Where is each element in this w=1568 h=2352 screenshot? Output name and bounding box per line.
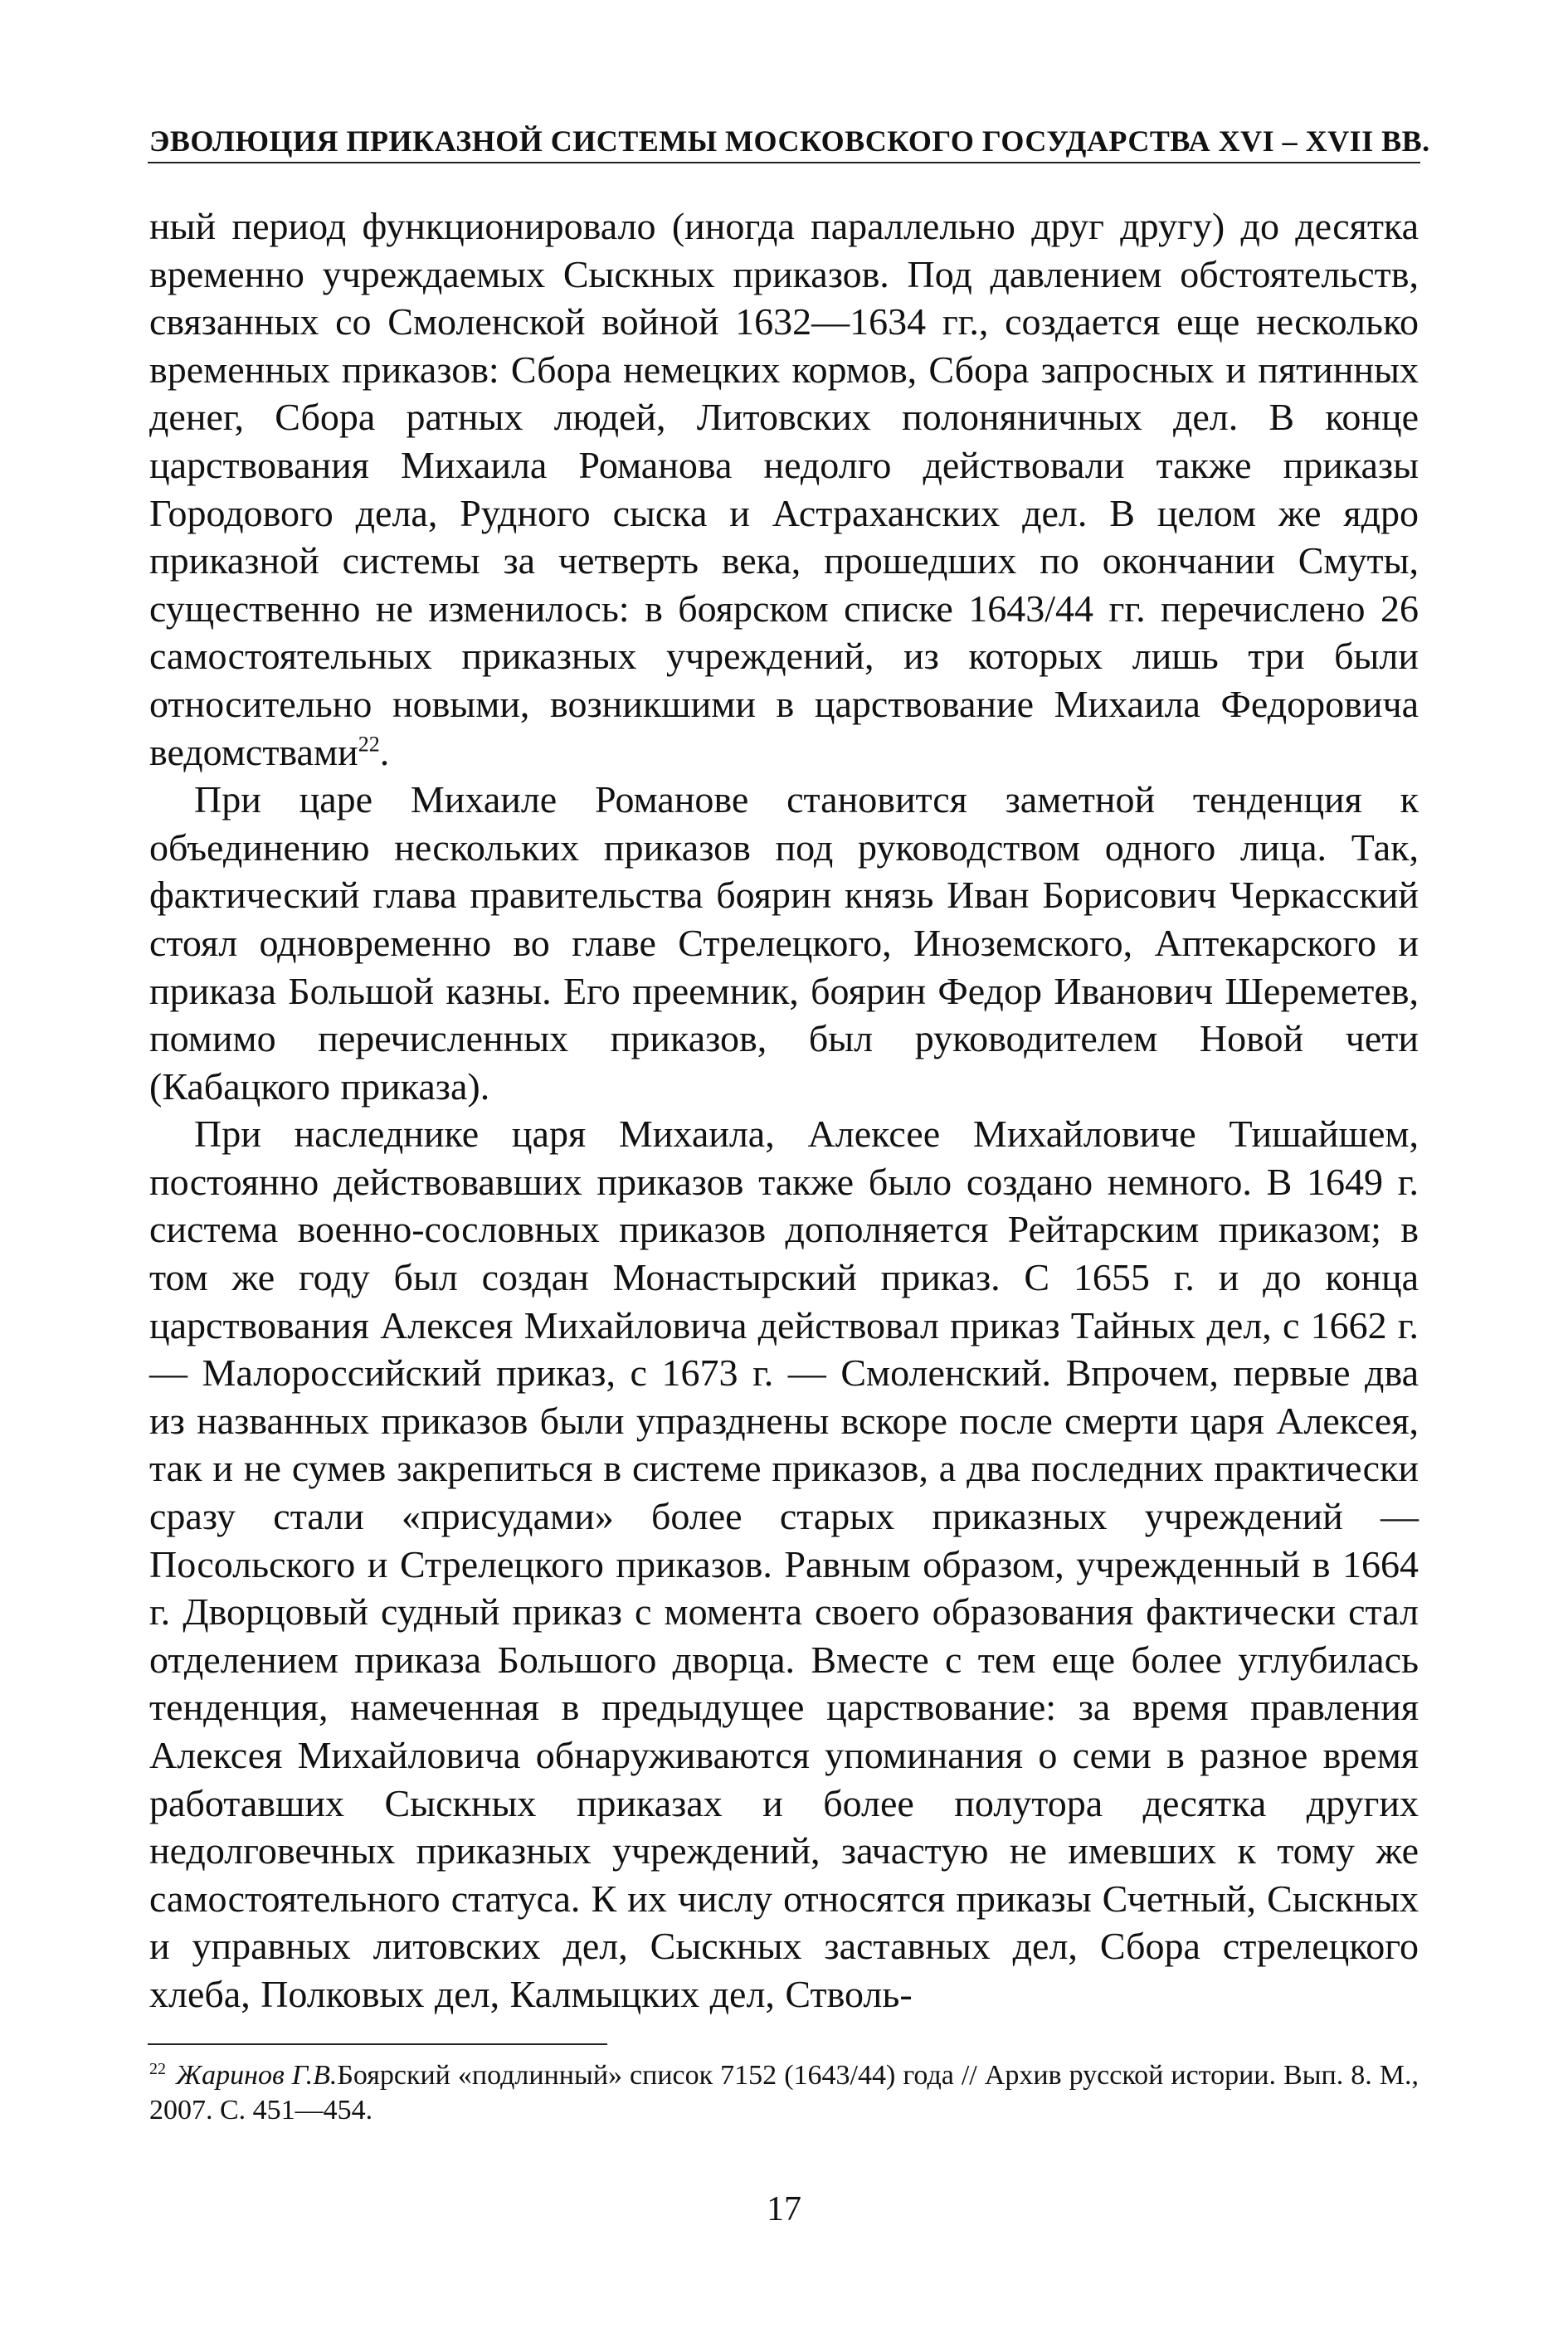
paragraph-3: При наследнике царя Михаила, Алексее Михайловиче Тишайшем, постоянно действовавших приказов также было создано немного. В 1649 г. система военно-сословных приказов дополняется Рейтарским приказом; в том же году был создан Монастырский приказ. С 1655 г. и до конца царствования Алексея Михайловича действовал приказ Тайных дел, с 1662 г. — Малороссийский приказ, с 1673 г. — Смоленский. Впрочем, первые два из названных приказов были упразднены вскоре после смерти царя Алексея, так и не сумев закрепиться в системе приказов, а два последних практически сразу стали «присудами» более старых приказных учреждений — Посольского и Стрелецкого приказов. Равным образом, учрежденный в 1664 г. Дворцовый судный приказ с момента своего образования фактически стал отделением приказа Большого дворца. Вместе с тем еще более углубилась тенденция, намеченная в предыдущее царствование: за время правления Алексея Михайловича обнаруживаются упоминания о семи в разное время работавших Сыскных приказах и более полутора десятка других недолговечных приказных учреждений, зачастую не имевших к тому же самостоятельного статуса. К их числу относятся приказы Счетный, Сыскных и управных литовских дел, Сыскных заставных дел, Сбора стрелецкого хлеба, Полковых дел, Калмыцких дел, Стволь-	[149, 1113, 1419, 2015]
footnote-author: Жаринов Г.В.	[176, 2060, 338, 2091]
footnote	[149, 2058, 1419, 2128]
page-number: 17	[767, 2190, 801, 2228]
footnote-divider	[148, 2043, 607, 2045]
running-header: ЭВОЛЮЦИЯ ПРИКАЗНОЙ СИСТЕМЫ МОСКОВСКОГО ГОСУДАРСТВА XVI – XVII ВВ.	[149, 124, 1430, 158]
footnote-number: 22	[149, 2059, 166, 2078]
paragraph-2: При царе Михаиле Романове становится заметной тенденция к объединению нескольких приказов под руководством одного лица. Так, фактический глава правительства боярин князь Иван Борисович Черкасский стоял одновременно во главе Стрелецкого, Иноземского, Аптекарского и приказа Большой казны. Его преемник, боярин Федор Иванович Шереметев, помимо перечисленных приказов, был руководителем Новой чети (Кабацкого приказа).	[149, 778, 1419, 1108]
paragraph-1	[149, 202, 1419, 776]
paragraph-1-end: .	[379, 730, 390, 773]
footnote-reference[interactable]: 22	[358, 732, 380, 757]
footnote-text: Боярский «подлинный» список 7152 (1643/44) года // Архив русской истории. Вып. 8. М., 2007. С. 451—454.	[149, 2060, 1419, 2126]
paragraph-1-text: ный период функционировало (иногда параллельно друг другу) до десятка временно учреждаемых Сыскных приказов. Под давлением обстоятельств, связанных со Смоленской войной 1632—1634 гг., создается еще несколько временных приказов: Сбора немецких кормов, Сбора запросных и пятинных денег, Сбора ратных людей, Литовских полоняничных дел. В конце царствования Михаила Романова недолго действовали также приказы Городового дела, Рудного сыска и Астраханских дел. В целом же ядро приказной системы за четверть века, прошедших по окончании Смуты, существенно не изменилось: в боярском списке 1643/44 гг. перечислено 26 самостоятельных приказных учреждений, из которых лишь три были относительно новыми, возникшими в царствование Михаила Федоровича ведомствами	[149, 205, 1419, 773]
header-divider	[148, 162, 1420, 163]
body-text	[149, 202, 1419, 2018]
